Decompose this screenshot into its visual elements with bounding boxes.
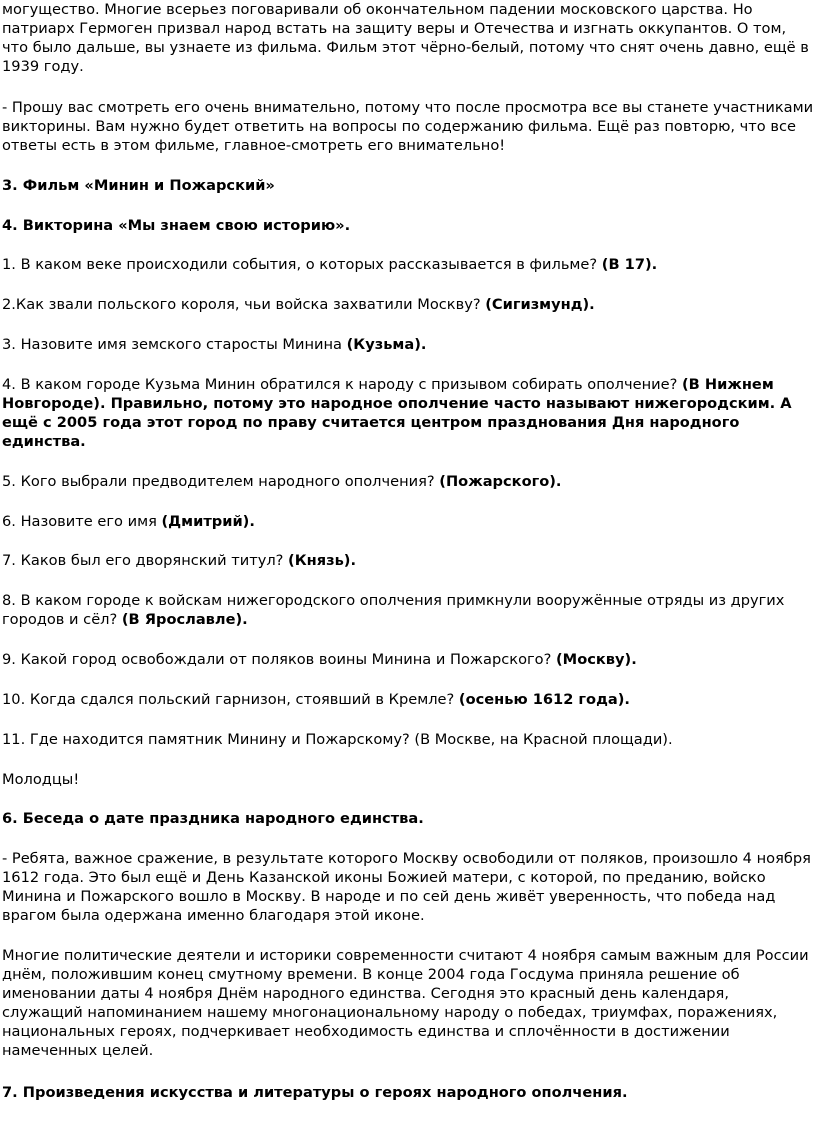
- quiz-question-9: [2, 650, 814, 669]
- quiz-question-10: [2, 690, 814, 709]
- quiz-question-5: [2, 472, 814, 491]
- question-text: 8. В каком городе к войскам нижегородского ополчения примкнули вооружённые отряды из других городов и сёл?: [2, 592, 785, 628]
- quiz-question-2: [2, 295, 814, 314]
- intro-paragraph: могущество. Многие всерьез поговаривали об окончательном падении московского царства. Но патриарх Гермоген призвал народ встать на защиту веры и Отечества и изгнать оккупантов. О том, что было дальше, вы узнаете из фильма. Фильм этот чёрно-белый, потому что снят очень давно, ещё в 1939 году.: [2, 1, 809, 75]
- question-answer: (Кузьма).: [346, 336, 427, 353]
- section-heading-quiz: 4. Викторина «Мы знаем свою историю».: [2, 217, 351, 234]
- question-answer: (Князь).: [288, 552, 357, 569]
- question-text: 2.Как звали польского короля, чьи войска захватили Москву?: [2, 296, 486, 313]
- quiz-question-8: [2, 591, 814, 629]
- question-answer: (В Ярославле).: [121, 611, 248, 628]
- instruction-paragraph: - Прошу вас смотреть его очень внимательно, потому что после просмотра все вы станете участниками викторины. Вам нужно будет ответить на вопросы по содержанию фильма. Ещё раз повторю, что все ответы есть в этом фильме, главное-смотреть его внимательно!: [2, 99, 814, 154]
- quiz-question-7: [2, 551, 814, 570]
- question-text: 10. Когда сдался польский гарнизон, стоявший в Кремле?: [2, 691, 459, 708]
- quiz-question-6: [2, 512, 814, 531]
- question-answer: (Пожарского).: [439, 473, 562, 490]
- quiz-question-3: [2, 335, 814, 354]
- question-answer: (Дмитрий).: [161, 513, 255, 530]
- quiz-question-1: [2, 255, 814, 274]
- question-answer: (Сигизмунд).: [485, 296, 595, 313]
- question-text: 7. Каков был его дворянский титул?: [2, 552, 289, 569]
- section-heading-art-literature: 7. Произведения искусства и литературы о героях народного ополчения.: [2, 1084, 628, 1101]
- praise-line: Молодцы!: [2, 771, 80, 788]
- quiz-question-4: [2, 375, 814, 451]
- question-answer: (Москву).: [556, 651, 637, 668]
- question-text: 9. Какой город освобождали от поляков воины Минина и Пожарского?: [2, 651, 556, 668]
- question-text: 4. В каком городе Кузьма Минин обратился к народу с призывом собирать ополчение?: [2, 376, 682, 393]
- question-answer: (В 17).: [601, 256, 658, 273]
- unity-day-paragraph-1: - Ребята, важное сражение, в результате которого Москву освободили от поляков, произошло 4 ноября 1612 года. Это был ещё и День Казанской иконы Божией матери, с которой, по преданию, войско Минина и Пожарского вошло в Москву. В народе и по сей день живёт уверенность, что победа над врагом была одержана именно благодаря этой иконе.: [2, 850, 811, 924]
- question-answer: (В Нижнем Новгороде). Правильно, потому это народное ополчение часто называют нижегородским. А ещё с 2005 года этот город по праву считается центром празднования Дня народного единства.: [2, 376, 792, 450]
- section-heading-film: 3. Фильм «Минин и Пожарский»: [2, 177, 275, 194]
- unity-day-paragraph-2: Многие политические деятели и историки современности считают 4 ноября самым важным для России днём, положившим конец смутному времени. В конце 2004 года Госдума приняла решение об именовании даты 4 ноября Днём народного единства. Сегодня это красный день календаря, служащий напоминанием нашему многонациональному народу о победах, триумфах, поражениях, национальных героях, подчеркивает необходимость единства и сплочённости в достижении намеченных целей.: [2, 947, 809, 1059]
- quiz-question-11: 11. Где находится памятник Минину и Пожарскому? (В Москве, на Красной площади).: [2, 731, 673, 748]
- question-text: 3. Назовите имя земского старосты Минина: [2, 336, 347, 353]
- section-heading-unity-day: 6. Беседа о дате праздника народного единства.: [2, 810, 424, 827]
- question-text: 5. Кого выбрали предводителем народного ополчения?: [2, 473, 440, 490]
- question-answer: (осенью 1612 года).: [458, 691, 630, 708]
- question-text: 6. Назовите его имя: [2, 513, 162, 530]
- question-text: 1. В каком веке происходили события, о которых рассказывается в фильме?: [2, 256, 602, 273]
